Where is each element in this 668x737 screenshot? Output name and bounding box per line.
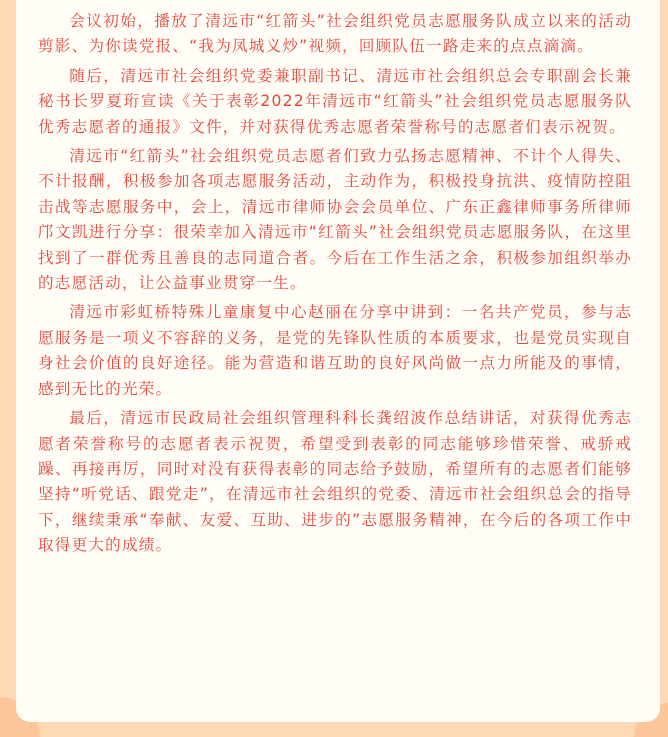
article-paragraph-5: 最后，清远市民政局社会组织管理科科长龚绍波作总结讲话，对获得优秀志愿者荣誉称号的志愿者表示祝贺，希望受到表彰的同志能够珍惜荣誉、戒骄戒躁、再接再厉，同时对没有获得表彰的同志给予鼓励，希望所有的志愿者们能够坚持“听党话、跟党走”，在清远市社会组织的党委、清远市社会组织总会的指导下，继续秉承“奉献、友爱、互助、进步的”志愿服务精神，在今后的各项工作中取得更大的成绩。 [38, 409, 632, 555]
article-paragraph-3: 清远市“红箭头”社会组织党员志愿者们致力弘扬志愿精神、不计个人得失、不计报酬，积极参加各项志愿服务活动，主动作为，积极投身抗洪、疫情防控阻击战等志愿服务中，会上，清远市律师协会会员单位、广东正鑫律师事务所律师邝文凯进行分享：很荣幸加入清远市“红箭头”社会组织党员志愿服务队，在这里找到了一群优秀且善良的志同道合者。今后在工作生活之余，积极参加组织举办的志愿活动，让公益事业贯穿一生。 [38, 147, 632, 293]
article-paragraph-1: 会议初始，播放了清远市“红箭头”社会组织党员志愿服务队成立以来的活动剪影、为你读党报、“我为凤城义炒”视频，回顾队伍一路走来的点点滴滴。 [38, 12, 632, 56]
article-body [38, 9, 632, 563]
article-paragraph-4: 清远市彩虹桥特殊儿童康复中心赵丽在分享中讲到：一名共产党员，参与志愿服务是一项义不容辞的义务，是党的先锋队性质的本质要求，也是党员实现自身社会价值的良好途径。能为营造和谐互助的良好风尚做一点力所能及的事情，感到无比的光荣。 [38, 303, 632, 398]
article-paragraph-2: 随后，清远市社会组织党委兼职副书记、清远市社会组织总会专职副会长兼秘书长罗夏珩宣读《关于表彰2022年清远市“红箭头”社会组织党员志愿服务队优秀志愿者的通报》文件，并对获得优秀志愿者荣誉称号的志愿者们表示祝贺。 [38, 66, 632, 136]
